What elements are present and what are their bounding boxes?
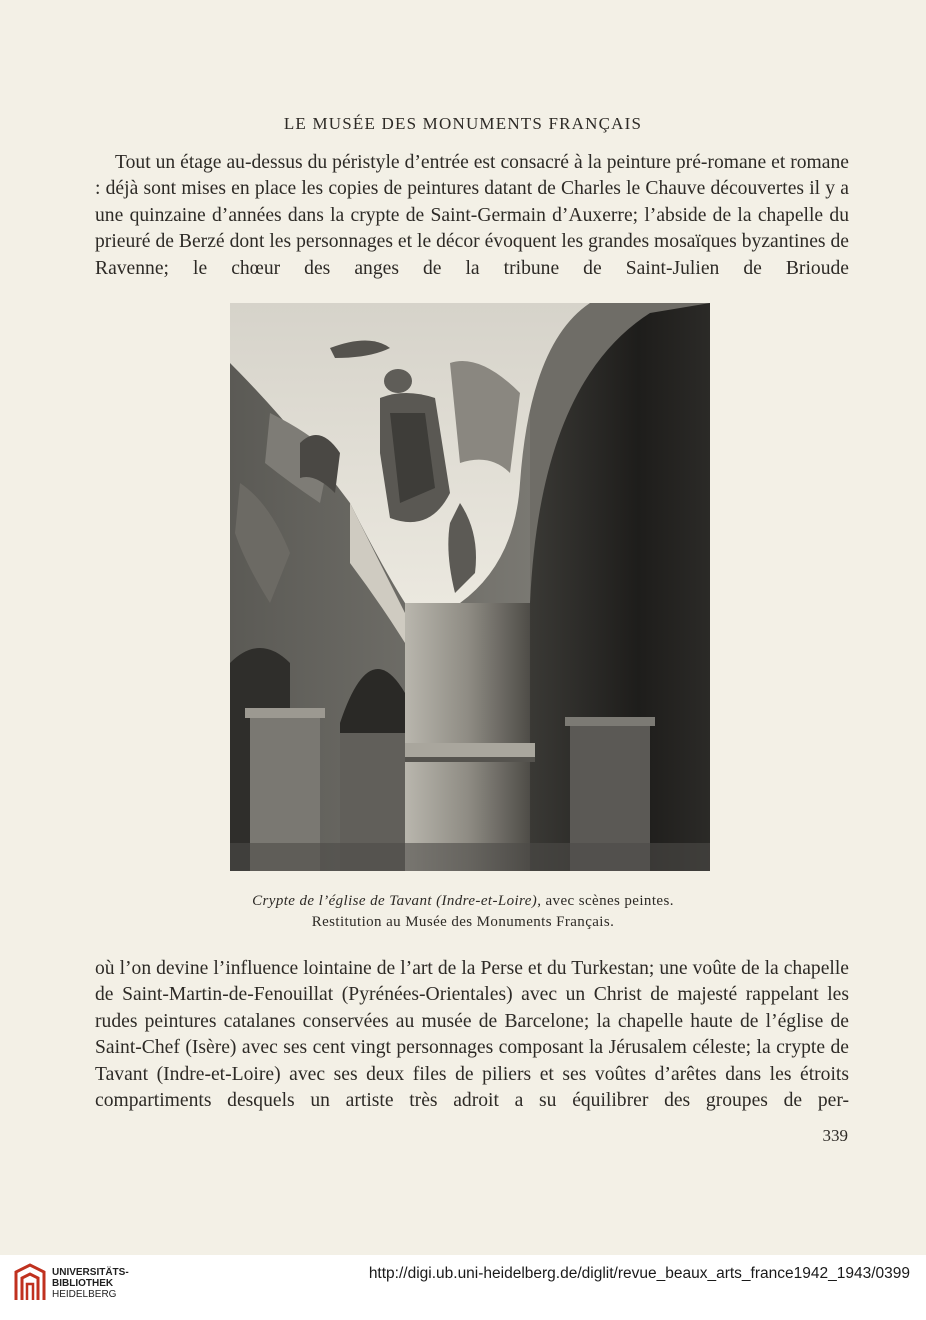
caption-italic-region: (Indre-et-Loire) (436, 893, 538, 909)
library-name (52, 1267, 129, 1300)
body-paragraph-1: Tout un étage au-dessus du péristyle d’entrée est consacré à la peinture pré-romane et romane : déjà sont mises en place les copies de peintures datant de Charles le Chauve découvertes il y a une quinzaine d’années dans la crypte de Saint-Germain d’Auxerre; l’abside de la chapelle du prieuré de Berzé dont les personnages et le décor évoquent les grandes mosaïques byzantines de Ravenne; le chœur des anges de la tribune de Saint-Julien de Brioude (95, 152, 849, 279)
caption-description: , avec scènes peintes. (537, 893, 674, 909)
running-title: LE MUSÉE DES MONUMENTS FRANÇAIS (283, 114, 643, 133)
library-name-line-1: UNIVERSITÄTS- (52, 1267, 129, 1278)
library-name-line-2: BIBLIOTHEK (52, 1278, 114, 1289)
caption-italic-title: Crypte de l’église de Tavant (252, 893, 432, 909)
figure-caption-line-2: Restitution au Musée des Monuments Français. (311, 914, 615, 930)
figure-caption-line-1 (0, 893, 926, 910)
body-paragraph-2: où l’on devine l’influence lointaine de l’art de la Perse et du Turkestan; une voûte de la chapelle de Saint-Martin-de-Fenouillat (Pyrénées-Orientales) avec un Christ de majesté rappelant les rudes peintures catalanes conservées au musée de Barcelone; la chapelle haute de l’église de Saint-Chef (Isère) avec ses cent vingt personnages composant la Jérusalem céleste; la crypte de Tavant (Indre-et-Loire) avec ses deux files de piliers et ses voûtes d’arêtes dans les étroits compartiments desquels un artiste très adroit a su équilibrer des groupes de per- (95, 958, 849, 1112)
crypt-photo-illustration (230, 303, 710, 871)
source-url-link[interactable]: http://digi.ub.uni-heidelberg.de/diglit/revue_beaux_arts_france1942_1943/0399 (368, 1265, 910, 1282)
library-name-line-3: HEIDELBERG (52, 1289, 117, 1300)
figure-photograph (230, 303, 710, 871)
library-logo-icon (12, 1262, 48, 1304)
page-number: 339 (822, 1126, 848, 1145)
